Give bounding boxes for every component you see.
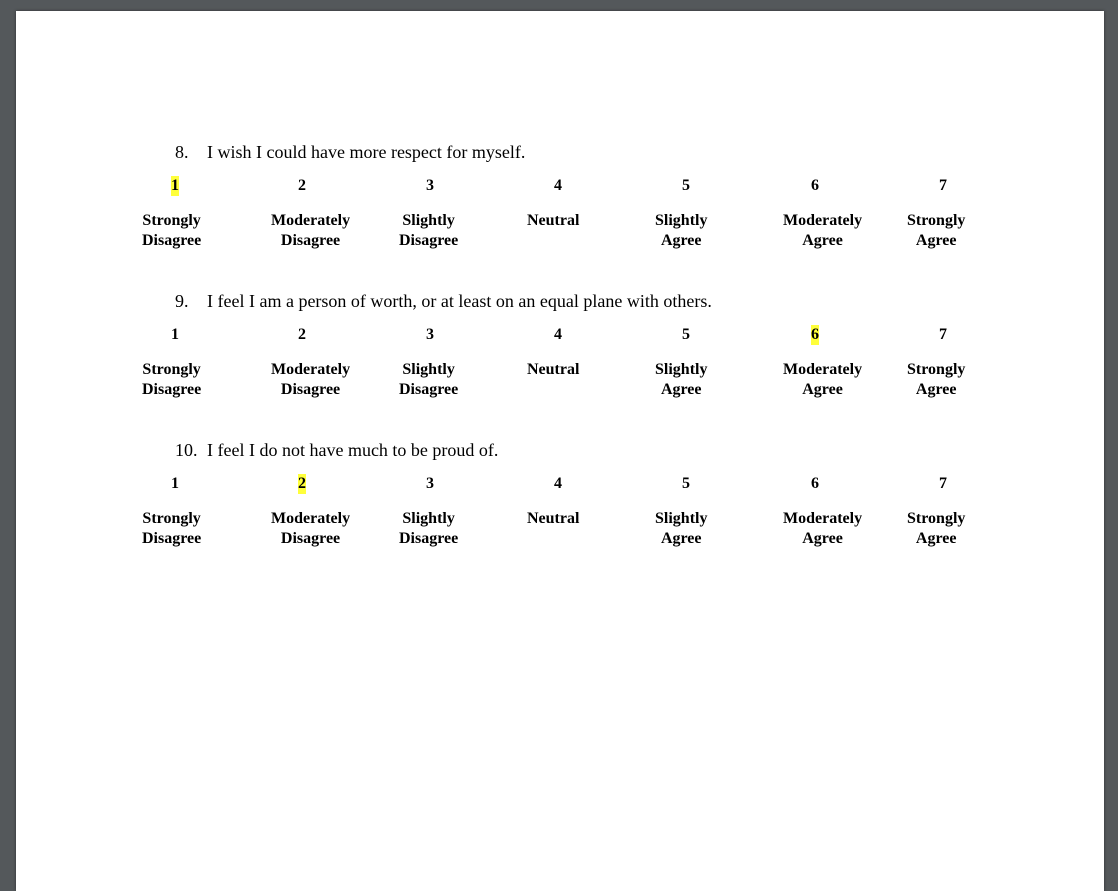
scale-number-5: 5 bbox=[682, 326, 690, 343]
scale-label-7: Strongly Agree bbox=[907, 212, 966, 249]
scale-number-1: 1 bbox=[171, 177, 179, 194]
question-10 bbox=[16, 439, 1104, 579]
scale-number-6: 6 bbox=[811, 475, 819, 492]
scale-number-4: 4 bbox=[554, 326, 562, 343]
scale-label-3: Slightly Disagree bbox=[399, 212, 459, 249]
scale-number-6: 6 bbox=[811, 177, 819, 194]
scale-label-3: Slightly Disagree bbox=[399, 510, 459, 547]
question-text: I feel I am a person of worth, or at least on an equal plane with others. bbox=[207, 291, 712, 311]
scale-label-3: Slightly Disagree bbox=[399, 361, 459, 398]
question-number: 10. bbox=[175, 440, 198, 460]
question-number: 8. bbox=[175, 142, 189, 162]
question-text: I wish I could have more respect for myself. bbox=[207, 142, 526, 162]
scale-label-6: Moderately Agree bbox=[783, 510, 863, 547]
scale-number-6: 6 bbox=[811, 326, 819, 343]
document-page bbox=[16, 11, 1104, 891]
scale-label-7: Strongly Agree bbox=[907, 510, 966, 547]
scale-label-2: Moderately Disagree bbox=[271, 212, 351, 249]
scale-number-1: 1 bbox=[171, 475, 179, 492]
scale-number-7: 7 bbox=[939, 177, 947, 194]
scale-label-1: Strongly Disagree bbox=[142, 510, 202, 547]
scale-label-7: Strongly Agree bbox=[907, 361, 966, 398]
scale-label-5: Slightly Agree bbox=[655, 212, 708, 249]
scale-number-4: 4 bbox=[554, 177, 562, 194]
scale-number-2: 2 bbox=[298, 177, 306, 194]
scale-number-2: 2 bbox=[298, 475, 306, 492]
scale-label-2: Moderately Disagree bbox=[271, 361, 351, 398]
scale-number-2: 2 bbox=[298, 326, 306, 343]
question-text: I feel I do not have much to be proud of. bbox=[207, 440, 499, 460]
scale-number-3: 3 bbox=[426, 326, 434, 343]
scale-number-3: 3 bbox=[426, 475, 434, 492]
scale-number-7: 7 bbox=[939, 326, 947, 343]
scale-number-7: 7 bbox=[939, 475, 947, 492]
scale-number-5: 5 bbox=[682, 177, 690, 194]
scale-number-1: 1 bbox=[171, 326, 179, 343]
scale-label-6: Moderately Agree bbox=[783, 361, 863, 398]
scale-number-5: 5 bbox=[682, 475, 690, 492]
scale-number-4: 4 bbox=[554, 475, 562, 492]
scale-number-3: 3 bbox=[426, 177, 434, 194]
question-9 bbox=[16, 290, 1104, 430]
scale-label-1: Strongly Disagree bbox=[142, 212, 202, 249]
question-8 bbox=[16, 141, 1104, 281]
question-number: 9. bbox=[175, 291, 189, 311]
scale-label-5: Slightly Agree bbox=[655, 510, 708, 547]
scale-label-2: Moderately Disagree bbox=[271, 510, 351, 547]
scale-label-4: Neutral bbox=[527, 212, 580, 229]
scale-label-6: Moderately Agree bbox=[783, 212, 863, 249]
scale-label-1: Strongly Disagree bbox=[142, 361, 202, 398]
scale-label-4: Neutral bbox=[527, 361, 580, 378]
scale-label-4: Neutral bbox=[527, 510, 580, 527]
scale-label-5: Slightly Agree bbox=[655, 361, 708, 398]
